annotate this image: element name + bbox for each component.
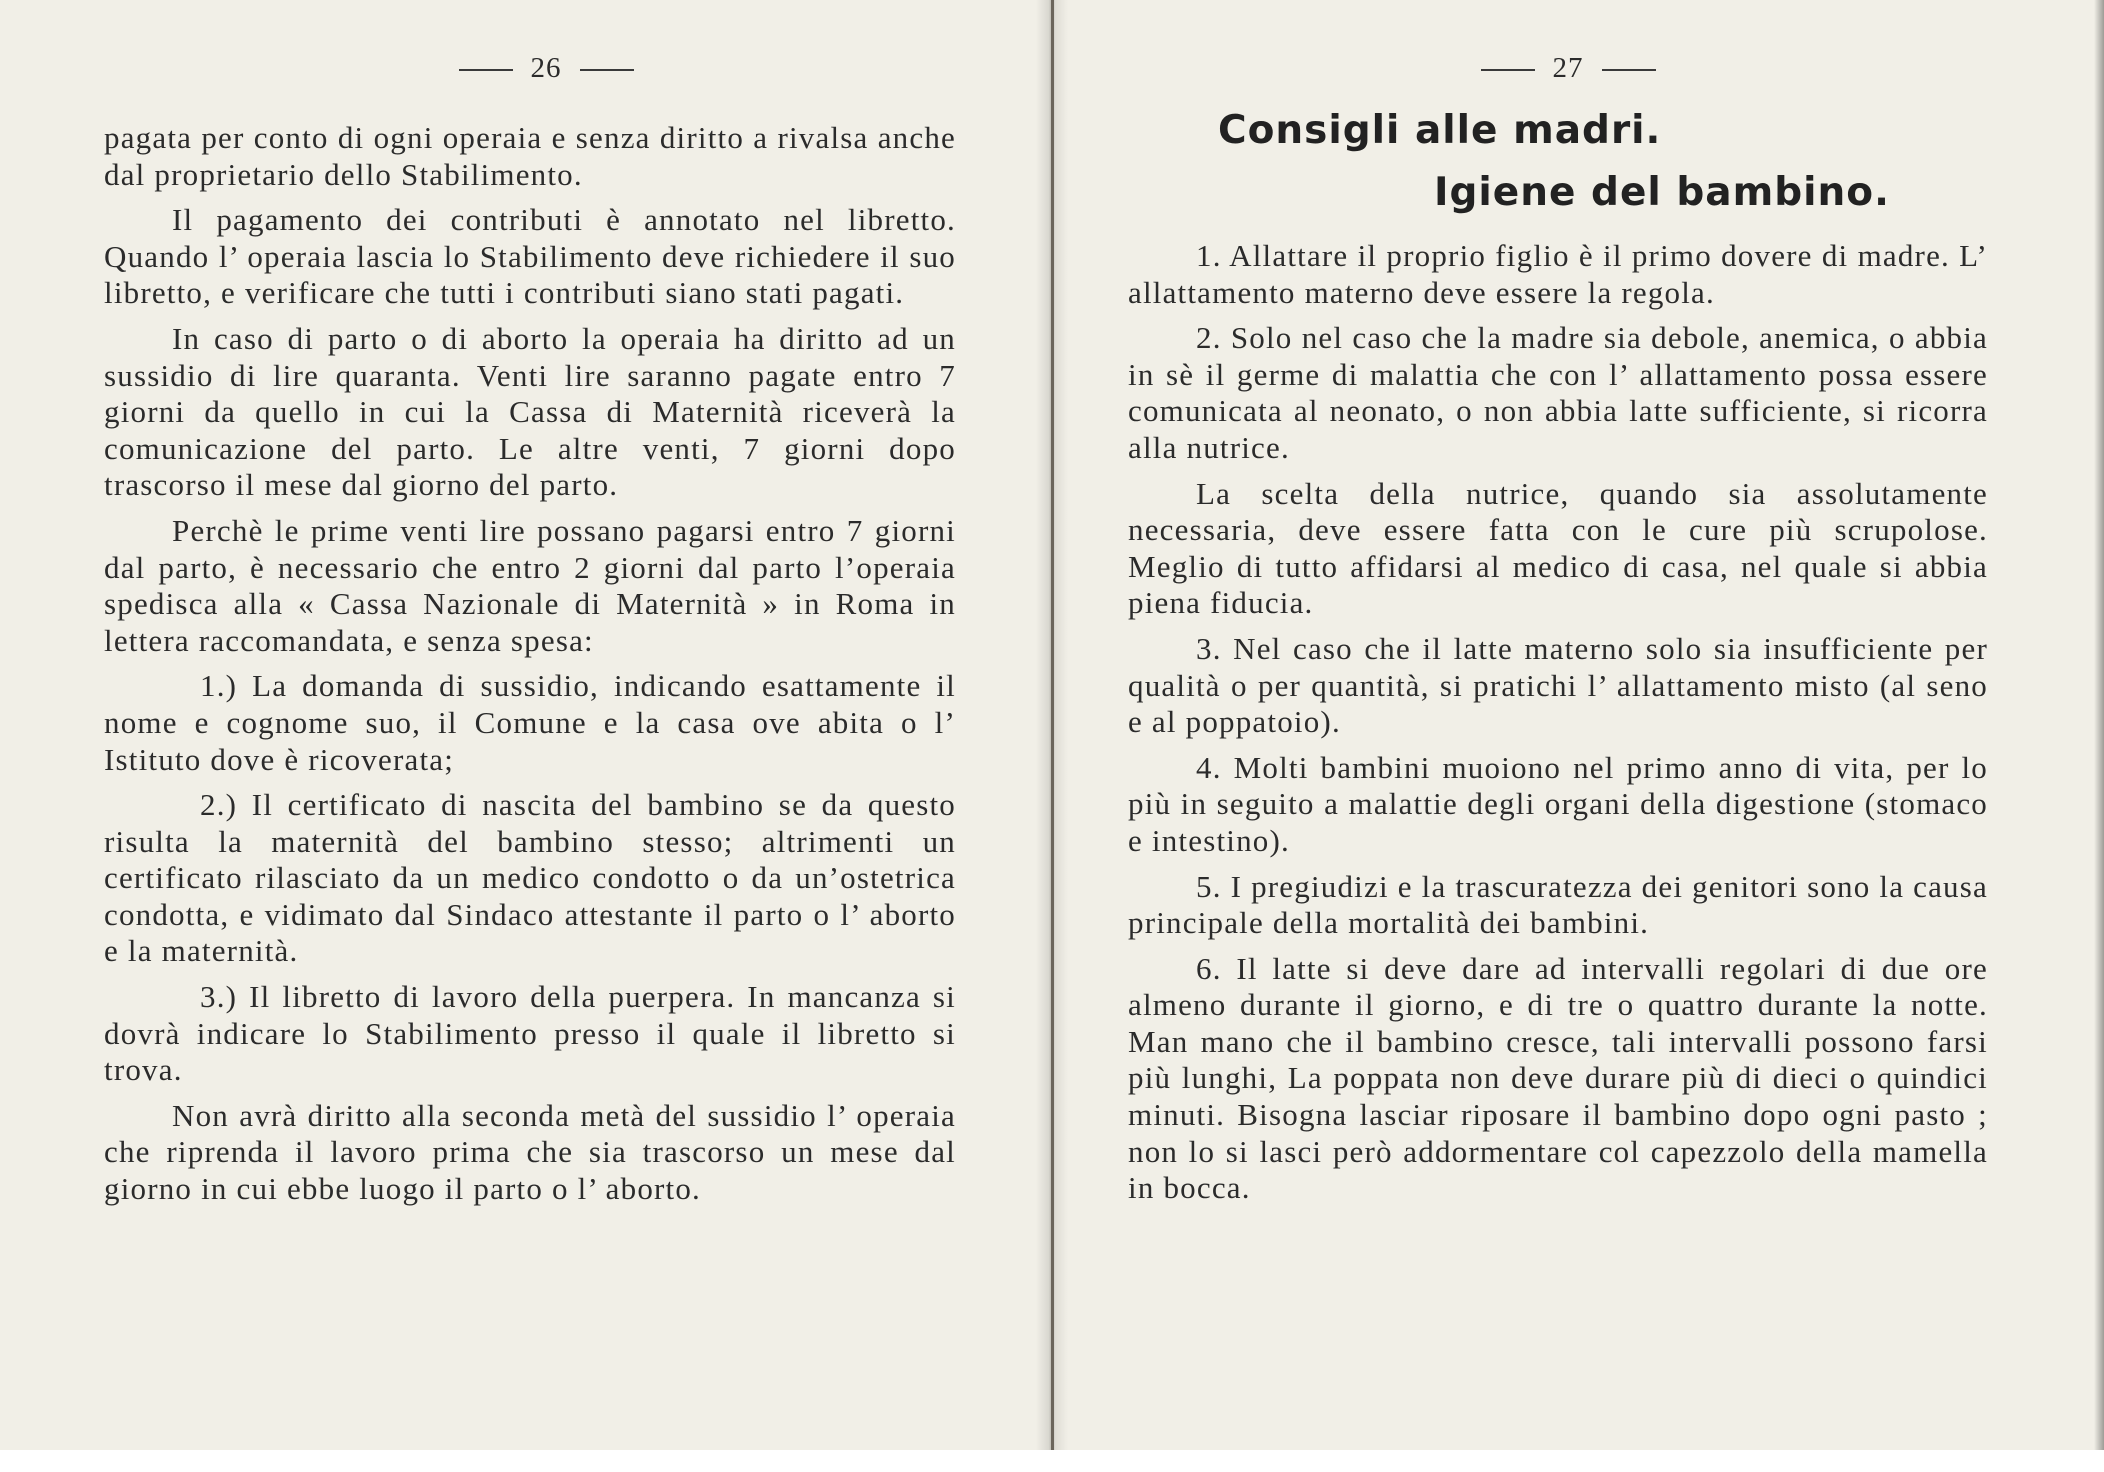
list-item: 3. Nel caso che il latte materno solo sia insufficiente per qualità o per quantità, si pratichi l’ allattamento misto (al seno e al poppatoio). (1128, 630, 1988, 740)
paragraph: pagata per conto di ogni operaia e senza diritto a rivalsa anche dal proprietario dello Stabilimento. (104, 120, 956, 192)
list-item: 1.) La domanda di sussidio, indicando esattamente il nome e cognome suo, il Comune e la casa ove abita o l’ Istituto dove è ricoverata; (104, 668, 956, 777)
paragraph: Perchè le prime venti lire possano pagarsi entro 7 giorni dal parto, è necessario che entro 2 giorni dal parto l’operaia spedisca alla « Cassa Nazionale di Maternità » in Roma in lettera raccomandata, e senza spesa: (104, 512, 956, 658)
list-item: 2.) Il certificato di nascita del bambino se da questo risulta la maternità del bambino stesso; altrimenti un certificato rilasciato da un medico condotto o da un’ostetrica condotta, e vidimato dal Sindaco attestante il parto o l’ aborto e la maternità. (104, 787, 956, 969)
right-page (1052, 0, 2104, 1472)
section-heading: Igiene del bambino. (1434, 170, 1890, 215)
page-number-right (1042, 52, 2094, 85)
folio-dash (580, 69, 634, 71)
list-item: 6. Il latte si deve dare ad intervalli regolari di due ore almeno durante il giorno, e di tre o quattro durante la notte. Man mano che il bambino cresce, tali intervalli possono farsi più lunghi, La poppata non deve durare più di dieci o quindici minuti. Bisogna lasciar riposare il bambino dopo ogni pasto ; non lo si lasci però addormentare col capezzolo della mamella in bocca. (1128, 950, 1988, 1206)
scan-margin (0, 1450, 2104, 1472)
list-item: 1. Allattare il proprio figlio è il primo dovere di madre. L’ allattamento materno deve essere la regola. (1128, 238, 1988, 310)
page-edge-shadow (2094, 0, 2104, 1472)
paragraph: Il pagamento dei contributi è annotato nel libretto. Quando l’ operaia lascia lo Stabilimento deve richiedere il suo libretto, e verificare che tutti i contributi siano stati pagati. (104, 202, 956, 311)
left-page-body (104, 120, 956, 1217)
book-fold-line (1051, 0, 1054, 1472)
paragraph: In caso di parto o di aborto la operaia ha diritto ad un sussidio di lire quaranta. Venti lire saranno pagate entro 7 giorni da quello in cui la Cassa di Maternità riceverà la comunicazione del parto. Le altre venti, 7 giorni dopo trascorso il mese dal giorno del parto. (104, 320, 956, 503)
folio-dash (1602, 69, 1656, 71)
list-item: 3.) Il libretto di lavoro della puerpera. In mancanza si dovrà indicare lo Stabilimento presso il quale il libretto si trova. (104, 979, 956, 1088)
chapter-heading: Consigli alle madri. (1218, 108, 1662, 153)
list-item: 4. Molti bambini muoiono nel primo anno di vita, per lo più in seguito a malattie degli organi della digestione (stomaco e intestino). (1128, 749, 1988, 858)
page-number-left-value: 26 (530, 52, 562, 84)
list-item: 5. I pregiudizi e la trascuratezza dei genitori sono la causa principale della mortalità dei bambini. (1128, 868, 1988, 941)
folio-dash (1481, 69, 1535, 71)
page-number-left (20, 52, 1072, 85)
page-number-right-value: 27 (1552, 52, 1584, 84)
list-item: 2. Solo nel caso che la madre sia debole, anemica, o abbia in sè il germe di malattia che con l’ allattamento possa essere comunicata al neonato, o non abbia latte sufficiente, si ricorra alla nutrice. (1128, 320, 1988, 465)
paragraph: Non avrà diritto alla seconda metà del sussidio l’ operaia che riprenda il lavoro prima che sia trascorso un mese dal giorno in cui ebbe luogo il parto o l’ aborto. (104, 1097, 956, 1207)
paragraph: La scelta della nutrice, quando sia assolutamente necessaria, deve essere fatta con le cure più scrupolose. Meglio di tutto affidarsi al medico di casa, nel quale si abbia piena fiducia. (1128, 475, 1988, 621)
folio-dash (459, 69, 513, 71)
right-page-body (1128, 238, 1988, 1216)
